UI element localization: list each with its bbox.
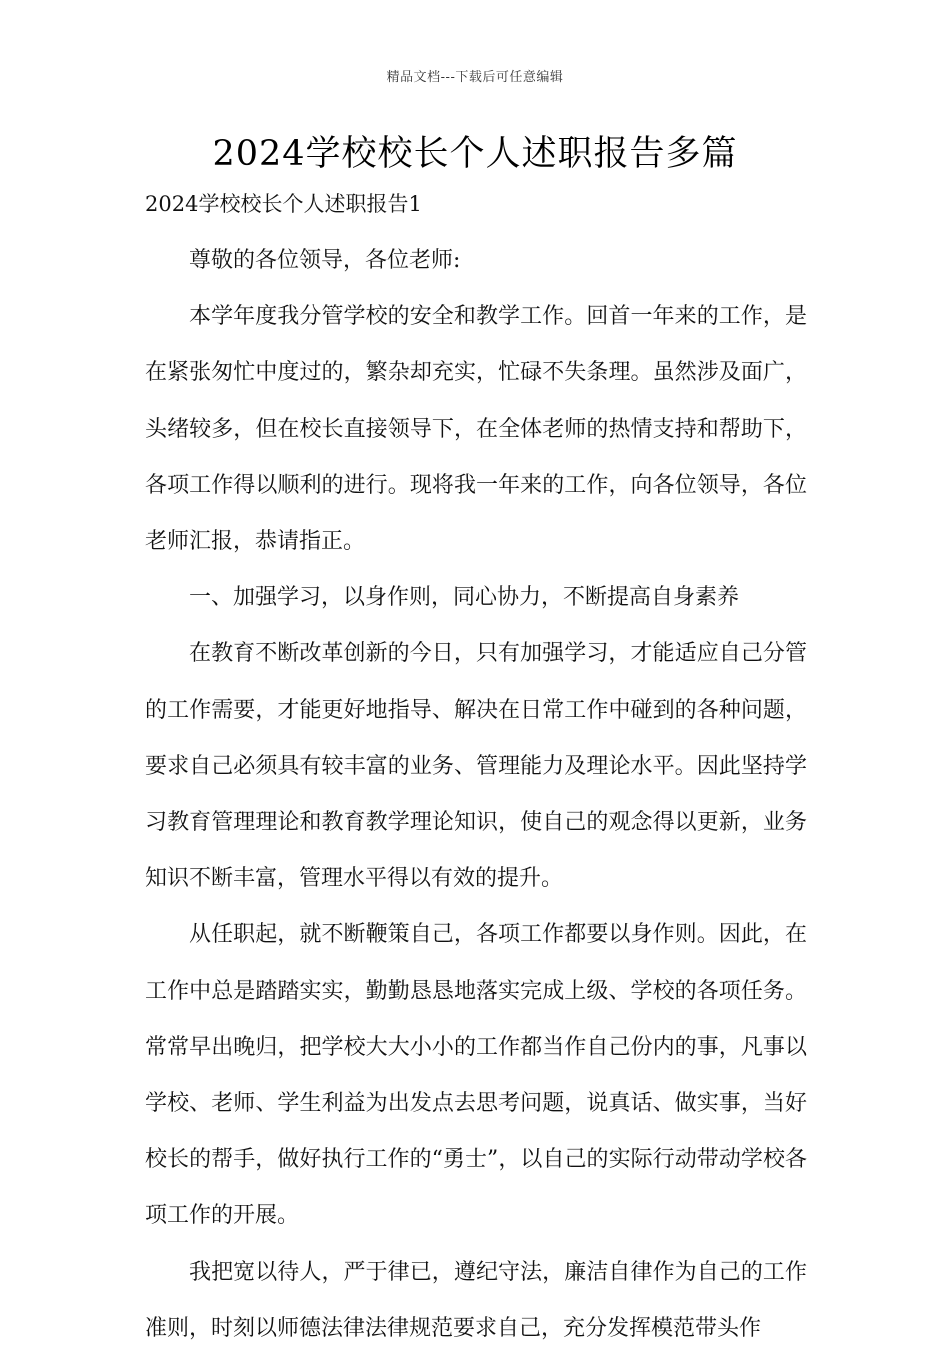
document-title: 2024学校校长个人述职报告多篇 xyxy=(212,134,738,174)
paragraph-salutation: 尊敬的各位领导，各位老师: xyxy=(189,248,461,273)
document-subtitle: 2024学校校长个人述职报告1 xyxy=(145,192,422,216)
page-header: 精品文档---下载后可任意编辑 xyxy=(386,70,564,85)
paragraph-principles: 我把宽以待人，严于律已，遵纪守法，廉洁自律作为自己的工作准则，时刻以师德法律法律规范要求自己，充分发挥模范带头作 xyxy=(145,1259,807,1341)
paragraph-intro: 本学年度我分管学校的安全和教学工作。回首一年来的工作，是在紧张匆忙中度过的，繁杂却充实，忙碌不失条理。虽然涉及面广，头绪较多，但在校长直接领导下，在全体老师的热情支持和帮助下，各项工作得以顺利的进行。现将我一年来的工作，向各位领导，各位老师汇报，恭请指正。 xyxy=(145,304,807,555)
document-body xyxy=(145,233,807,1357)
section-heading: 一、加强学习，以身作则，同心协力，不断提高自身素养 xyxy=(189,585,740,611)
paragraph-study: 在教育不断改革创新的今日，只有加强学习，才能适应自己分管的工作需要，才能更好地指导、解决在日常工作中碰到的各种问题，要求自己必须具有较丰富的业务、管理能力及理论水平。因此坚持学习教育管理理论和教育教学理论知识，使自己的观念得以更新，业务知识不断丰富，管理水平得以有效的提升。 xyxy=(145,641,807,892)
paragraph-example: 从任职起，就不断鞭策自己，各项工作都要以身作则。因此，在工作中总是踏踏实实，勤勤恳恳地落实完成上级、学校的各项任务。常常早出晚归，把学校大大小小的工作都当作自己份内的事，凡事以学校、老师、学生利益为出发点去思考问题，说真话、做实事，当好校长的帮手，做好执行工作的“勇士”，以自己的实际行动带动学校各项工作的开展。 xyxy=(145,922,807,1229)
